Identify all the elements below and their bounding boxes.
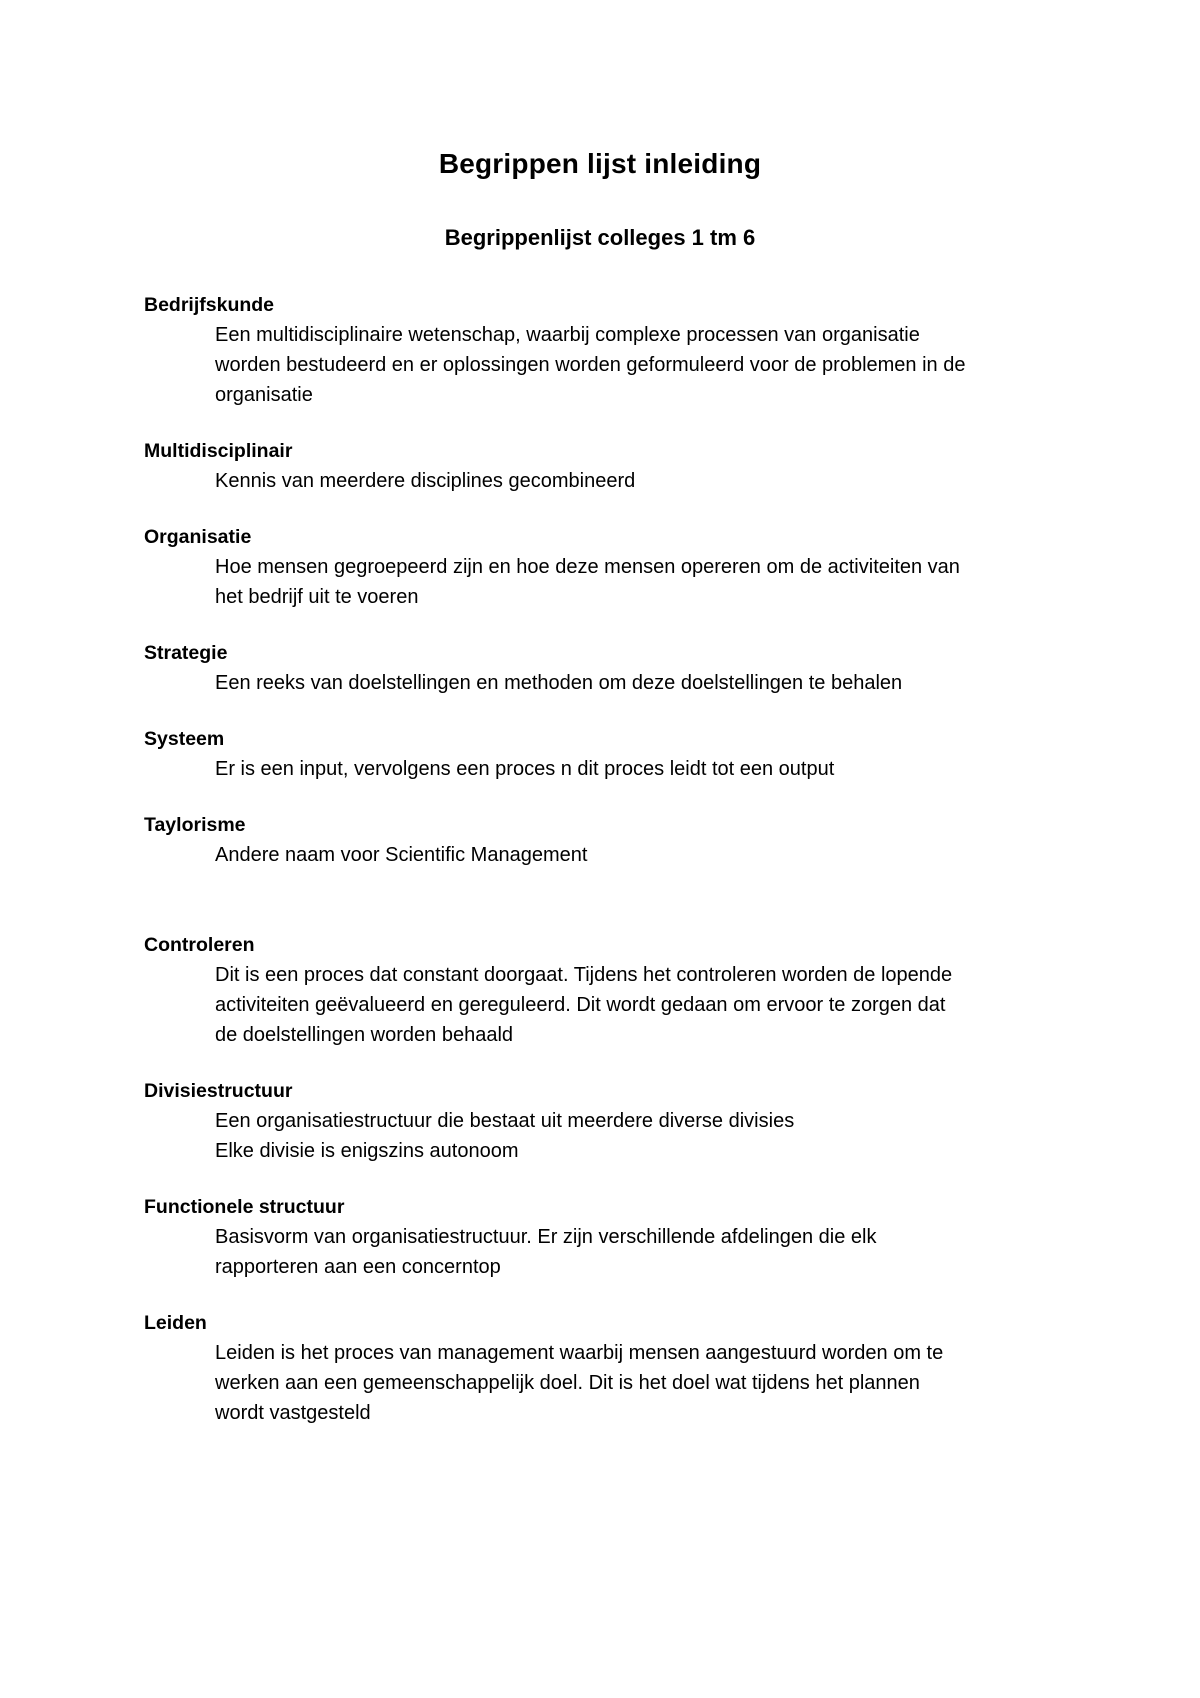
definition-line: Een organisatiestructuur die bestaat uit meerdere diverse divisies <box>215 1110 795 1132</box>
document-title: Begrippen lijst inleiding <box>438 148 762 179</box>
glossary-entry <box>144 522 1074 612</box>
glossary-entry <box>144 638 1074 698</box>
glossary-entry <box>144 1192 1074 1282</box>
glossary-definition <box>215 840 1074 870</box>
glossary-entry <box>144 436 1074 496</box>
definition-line: Een reeks van doelstellingen en methoden om deze doelstellingen te behalen <box>215 672 903 694</box>
glossary-term: Leiden <box>144 1312 207 1334</box>
definition-line: werken aan een gemeenschappelijk doel. Dit is het doel wat tijdens het plannen <box>215 1372 920 1394</box>
glossary-list <box>144 290 1074 1454</box>
glossary-definition <box>215 552 1074 612</box>
glossary-entry <box>144 930 1074 1050</box>
document-subtitle: Begrippenlijst colleges 1 tm 6 <box>444 225 756 250</box>
definition-line: Dit is een proces dat constant doorgaat. Tijdens het controleren worden de lopende <box>215 964 953 986</box>
definition-line: worden bestudeerd en er oplossingen worden geformuleerd voor de problemen in de <box>215 354 966 376</box>
definition-line: Hoe mensen gegroepeerd zijn en hoe deze mensen opereren om de activiteiten van <box>215 556 960 578</box>
definition-line: Kennis van meerdere disciplines gecombineerd <box>215 470 636 492</box>
definition-line: activiteiten geëvalueerd en gereguleerd. Dit wordt gedaan om ervoor te zorgen dat <box>215 994 946 1016</box>
definition-line: Leiden is het proces van management waarbij mensen aangestuurd worden om te <box>215 1342 944 1364</box>
glossary-term: Multidisciplinair <box>144 440 293 462</box>
glossary-term: Divisiestructuur <box>144 1080 293 1102</box>
glossary-term: Systeem <box>144 728 225 750</box>
glossary-entry <box>144 1076 1074 1166</box>
glossary-definition <box>215 1106 1074 1166</box>
glossary-entry <box>144 290 1074 410</box>
glossary-entry <box>144 724 1074 784</box>
glossary-term: Bedrijfskunde <box>144 294 275 316</box>
definition-line: de doelstellingen worden behaald <box>215 1024 514 1046</box>
definition-line: organisatie <box>215 384 313 406</box>
glossary-entry <box>144 810 1074 870</box>
glossary-definition <box>215 668 1074 698</box>
glossary-definition <box>215 1222 1074 1282</box>
glossary-entry <box>144 1308 1074 1428</box>
glossary-definition <box>215 466 1074 496</box>
definition-line: Andere naam voor Scientific Management <box>215 844 588 866</box>
glossary-term: Controleren <box>144 934 255 956</box>
glossary-definition <box>215 1338 1074 1428</box>
glossary-term: Strategie <box>144 642 228 664</box>
glossary-term: Functionele structuur <box>144 1196 345 1218</box>
definition-line: Een multidisciplinaire wetenschap, waarbij complexe processen van organisatie <box>215 324 920 346</box>
glossary-term: Taylorisme <box>144 814 246 836</box>
definition-line: rapporteren aan een concerntop <box>215 1256 501 1278</box>
glossary-term: Organisatie <box>144 526 252 548</box>
glossary-definition <box>215 960 1074 1050</box>
definition-line: wordt vastgesteld <box>215 1402 371 1424</box>
definition-line: Er is een input, vervolgens een proces n dit proces leidt tot een output <box>215 758 835 780</box>
definition-line: Basisvorm van organisatiestructuur. Er zijn verschillende afdelingen die elk <box>215 1226 877 1248</box>
glossary-definition <box>215 754 1074 784</box>
definition-line: Elke divisie is enigszins autonoom <box>215 1140 519 1162</box>
glossary-definition <box>215 320 1074 410</box>
definition-line: het bedrijf uit te voeren <box>215 586 419 608</box>
